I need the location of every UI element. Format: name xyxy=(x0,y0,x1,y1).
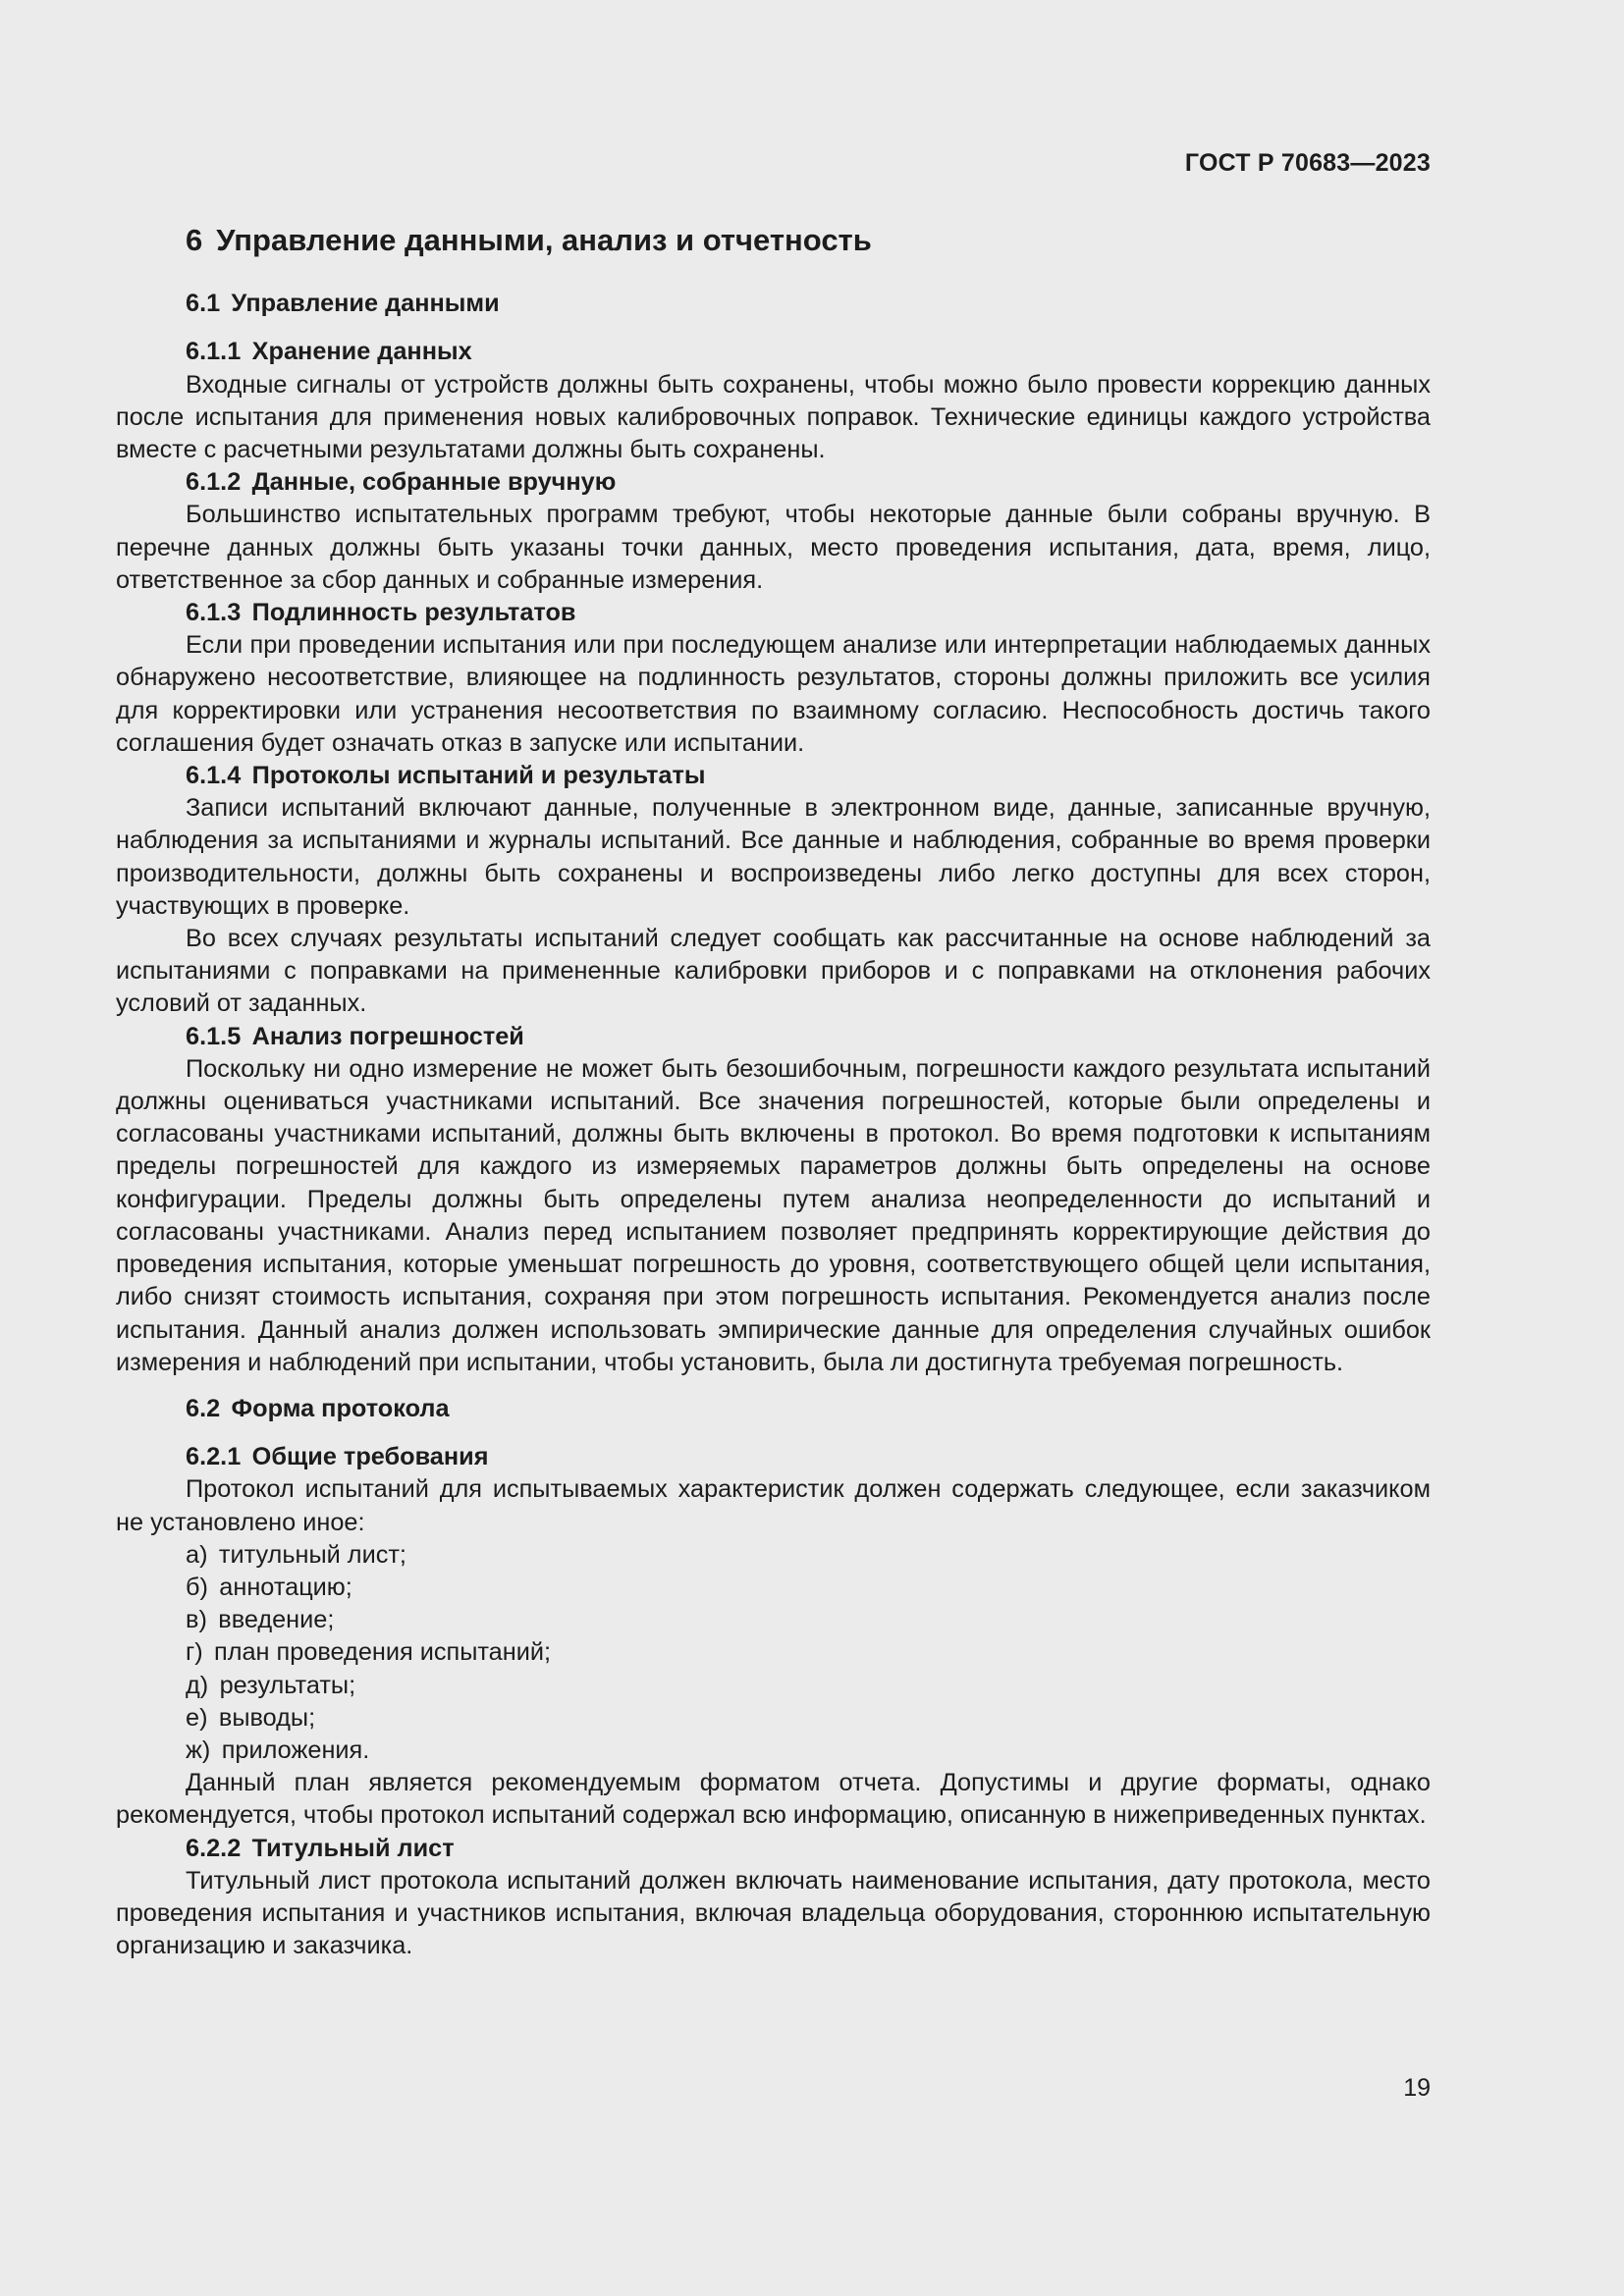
list-item xyxy=(186,1670,1431,1702)
subsection-number: 6.2 xyxy=(186,1394,221,1422)
clause-title: Анализ погрешностей xyxy=(251,1022,524,1050)
list-marker: ж) xyxy=(186,1735,211,1764)
subsection-title: Форма протокола xyxy=(231,1394,450,1422)
list-marker: е) xyxy=(186,1703,208,1732)
paragraph: Записи испытаний включают данные, полученные в электронном виде, данные, записанные вручную, наблюдения за испытаниями и журналы испытаний. Все данные и наблюдения, собранные во время проверки производительности, должны быть сохранены и воспроизведены либо легко доступны для всех сторон, участвующих в проверке. xyxy=(116,794,1431,920)
clause-title: Титульный лист xyxy=(251,1834,455,1862)
clause-number: 6.1.3 xyxy=(186,599,242,627)
subsection-heading-6-2 xyxy=(186,1393,1431,1425)
list-item xyxy=(186,1604,1431,1636)
list-text: выводы; xyxy=(218,1703,316,1732)
clause-number: 6.1.2 xyxy=(186,468,242,497)
list-item xyxy=(186,1539,1431,1572)
clause-heading-6-1-4 xyxy=(186,760,1431,792)
paragraph: Во всех случаях результаты испытаний следует сообщать как рассчитанные на основе наблюдений за испытаниями с поправками на примененные калибровки приборов и с поправками на отклонения рабочих условий от заданных. xyxy=(116,925,1431,1018)
clause-heading-6-1-3 xyxy=(186,597,1431,629)
paragraph: Данный план является рекомендуемым форматом отчета. Допустимы и другие форматы, однако рекомендуется, чтобы протокол испытаний содержал всю информацию, описанную в нижеприведенных пунктах. xyxy=(116,1769,1431,1830)
paragraph: Большинство испытательных программ требуют, чтобы некоторые данные были собраны вручную. В перечне данных должны быть указаны точки данных, место проведения испытания, дата, время, лицо, ответственное за сбор данных и собранные измерения. xyxy=(116,501,1431,594)
clause-title: Подлинность результатов xyxy=(251,599,576,627)
clause-heading-6-1-1 xyxy=(186,336,1431,368)
requirements-list xyxy=(116,1539,1431,1767)
clause-title: Хранение данных xyxy=(251,338,472,366)
list-item xyxy=(186,1702,1431,1735)
clause-heading-6-2-1 xyxy=(186,1441,1431,1473)
list-text: введение; xyxy=(218,1606,335,1634)
list-marker: а) xyxy=(186,1540,208,1569)
list-item xyxy=(186,1572,1431,1604)
clause-number: 6.1.5 xyxy=(186,1022,242,1050)
paragraph: Поскольку ни одно измерение не может быть безошибочным, погрешности каждого результата испытаний должны оцениваться участниками испытаний. Все значения погрешностей, которые были определены и согласованы участниками испытаний, должны быть включены в протокол. Во время подготовки к испытаниям пределы погрешностей для каждого из измеряемых параметров должны быть определены на основе конфигурации. Пределы должны быть определены путем анализа неопределенности до испытаний и согласованы участниками. Анализ перед испытанием позволяет предпринять корректирующие действия до проведения испытания, которые уменьшат погрешность до уровня, соответствующего общей цели испытания, либо снизят стоимость испытания, сохраняя при этом погрешность испытания. Рекомендуется анализ после испытания. Данный анализ должен использовать эмпирические данные для определения случайных ошибок измерения и наблюдений при испытании, чтобы установить, была ли достигнута требуемая погрешность. xyxy=(116,1054,1431,1376)
section-number: 6 xyxy=(186,223,203,257)
clause-title: Общие требования xyxy=(251,1443,489,1471)
clause-heading-6-1-2 xyxy=(186,466,1431,499)
list-item xyxy=(186,1636,1431,1669)
list-marker: г) xyxy=(186,1638,203,1667)
clause-number: 6.2.1 xyxy=(186,1443,242,1471)
subsection-heading-6-1 xyxy=(186,288,1431,320)
document-code: ГОСТ Р 70683—2023 xyxy=(1184,149,1431,177)
list-marker: д) xyxy=(186,1671,209,1699)
clause-heading-6-2-2 xyxy=(186,1833,1431,1865)
page-content xyxy=(116,218,1431,1962)
list-text: аннотацию; xyxy=(219,1573,352,1601)
paragraph: Входные сигналы от устройств должны быть сохранены, чтобы можно было провести коррекцию данных после испытания для применения новых калибровочных поправок. Технические единицы каждого устройства вместе с расчетными результатами должны быть сохранены. xyxy=(116,370,1431,464)
clause-number: 6.2.2 xyxy=(186,1834,242,1862)
clause-title: Протоколы испытаний и результаты xyxy=(251,762,706,790)
clause-number: 6.1.1 xyxy=(186,338,242,366)
subsection-title: Управление данными xyxy=(231,290,500,318)
section-title: Управление данными, анализ и отчетность xyxy=(216,223,872,257)
list-text: план проведения испытаний; xyxy=(214,1638,552,1667)
list-text: приложения. xyxy=(221,1735,370,1764)
subsection-number: 6.1 xyxy=(186,290,221,318)
list-item xyxy=(186,1735,1431,1767)
list-text: титульный лист; xyxy=(218,1540,406,1569)
list-marker: б) xyxy=(186,1573,208,1601)
page-number: 19 xyxy=(1403,2074,1431,2102)
list-text: результаты; xyxy=(219,1671,356,1699)
paragraph: Протокол испытаний для испытываемых характеристик должен содержать следующее, если заказчиком не установлено иное: xyxy=(116,1475,1431,1536)
list-marker: в) xyxy=(186,1606,207,1634)
section-heading xyxy=(186,224,1431,256)
clause-heading-6-1-5 xyxy=(186,1021,1431,1053)
clause-title: Данные, собранные вручную xyxy=(251,468,617,497)
clause-number: 6.1.4 xyxy=(186,762,242,790)
paragraph: Титульный лист протокола испытаний должен включать наименование испытания, дату протокола, место проведения испытания и участников испытания, включая владельца оборудования, стороннюю испытательную организацию и заказчика. xyxy=(116,1866,1431,1960)
paragraph: Если при проведении испытания или при последующем анализе или интерпретации наблюдаемых данных обнаружено несоответствие, влияющее на подлинность результатов, стороны должны приложить все усилия для корректировки или устранения несоответствия по взаимному согласию. Неспособность достичь такого соглашения будет означать отказ в запуске или испытании. xyxy=(116,631,1431,757)
